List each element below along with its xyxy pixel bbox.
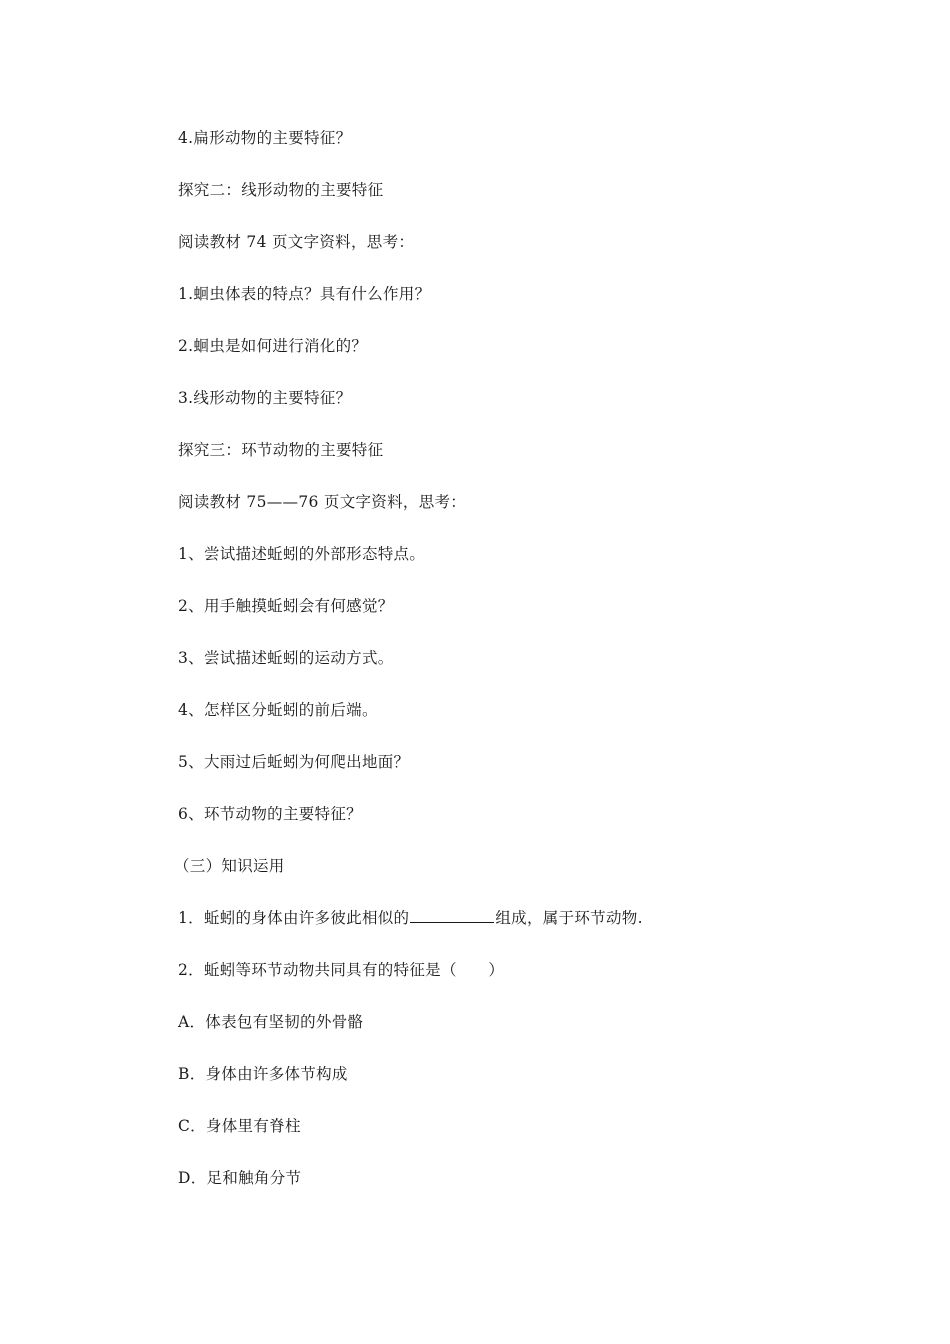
text-line: 2.蛔虫是如何进行消化的？: [178, 337, 368, 355]
fill-in-blank: [410, 908, 494, 923]
question-1: [178, 908, 643, 928]
text-line: 6、环节动物的主要特征？: [178, 805, 362, 823]
question-2: 2．蚯蚓等环节动物共同具有的特征是（ ）: [178, 961, 505, 979]
text-line: 阅读教材 75——76 页文字资料，思考：: [178, 493, 467, 511]
text-line: 3、尝试描述蚯蚓的运动方式。: [178, 649, 394, 667]
option-a: A．体表包有坚韧的外骨骼: [178, 1013, 364, 1031]
option-d: D．足和触角分节: [178, 1169, 302, 1187]
text-line: 1.蛔虫体表的特点？具有什么作用？: [178, 285, 431, 303]
section-heading: 探究二：线形动物的主要特征: [178, 181, 384, 199]
text-line: 5、大雨过后蚯蚓为何爬出地面？: [178, 753, 410, 771]
text-line: 1、尝试描述蚯蚓的外部形态特点。: [178, 545, 426, 563]
text-line: 3.线形动物的主要特征？: [178, 389, 352, 407]
option-b: B．身体由许多体节构成: [178, 1065, 348, 1083]
text-line: 4、怎样区分蚯蚓的前后端。: [178, 701, 378, 719]
section-heading: （三）知识运用: [174, 857, 285, 875]
text-line: 4.扁形动物的主要特征？: [178, 129, 352, 147]
question-1-after: 组成，属于环节动物.: [495, 909, 643, 927]
section-heading: 探究三：环节动物的主要特征: [178, 441, 384, 459]
text-line: 2、用手触摸蚯蚓会有何感觉？: [178, 597, 394, 615]
question-1-before: 1．蚯蚓的身体由许多彼此相似的: [178, 909, 410, 927]
text-line: 阅读教材 74 页文字资料，思考：: [178, 233, 415, 251]
option-c: C．身体里有脊柱: [178, 1117, 301, 1135]
